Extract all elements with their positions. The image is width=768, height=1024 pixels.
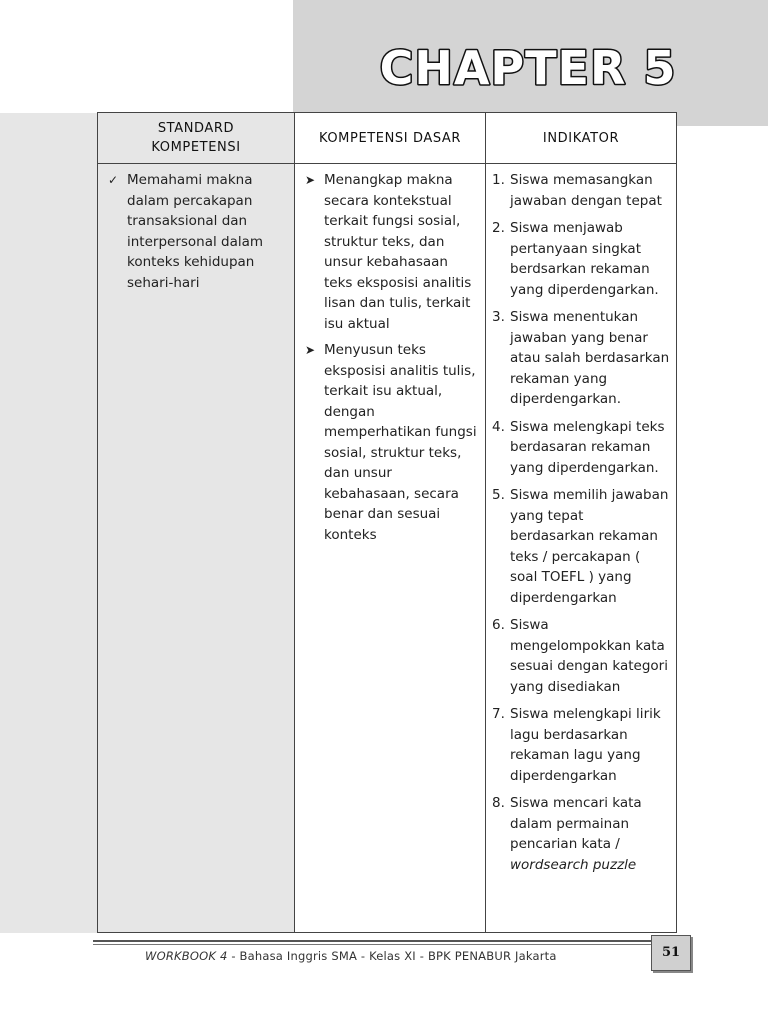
- chapter-title-text: CHAPTER 5: [379, 41, 677, 95]
- arrowhead-bullet-icon: ➤: [305, 173, 316, 187]
- checkmark-icon: ✓: [108, 173, 119, 187]
- indicator-number: 3.: [492, 309, 505, 325]
- indicator-number: 6.: [492, 617, 505, 633]
- indicator-text-italic: wordsearch puzzle: [510, 856, 637, 873]
- footer-rest: - Bahasa Inggris SMA - Kelas XI - BPK PENABUR Jakarta: [227, 949, 557, 963]
- header-indikator: INDIKATOR: [486, 113, 677, 164]
- indicator-item: [492, 615, 670, 697]
- footer-caption: [145, 948, 645, 964]
- indicator-number: 5.: [492, 487, 505, 503]
- indicator-item: [492, 793, 670, 875]
- indicator-text: Siswa mencari kata dalam permainan pencarian kata /: [510, 795, 642, 852]
- indicator-item: [492, 417, 670, 479]
- chapter-title: [378, 38, 678, 98]
- indikator-cell: [486, 164, 677, 933]
- list-item-text: Menangkap makna secara kontekstual terkait fungsi sosial, struktur teks, dan unsur kebahasaan teks eksposisi analitis lisan dan tulis, terkait isu aktual: [324, 172, 472, 332]
- indicator-text: Siswa menjawab pertanyaan singkat berdsarkan rekaman yang diperdengarkan.: [510, 220, 659, 298]
- list-item-text: Menyusun teks eksposisi analitis tulis, terkait isu aktual, dengan memperhatikan fungsi sosial, struktur teks, dan unsur kebahasaan, secara benar dan sesuai konteks: [324, 342, 477, 543]
- standard-kompetensi-cell: [98, 164, 295, 933]
- indicator-text: Siswa menentukan jawaban yang benar atau salah berdasarkan rekaman yang diperdengarkan.: [510, 309, 670, 407]
- footer-workbook: WORKBOOK 4: [145, 949, 228, 963]
- page-number: 51: [651, 935, 691, 971]
- indicator-text: Siswa memasangkan jawaban dengan tepat: [510, 172, 662, 209]
- arrowhead-bullet-icon: ➤: [305, 343, 316, 357]
- indicator-text: Siswa memilih jawaban yang tepat berdasarkan rekaman teks / percakapan ( soal TOEFL ) yang diperdengarkan: [510, 487, 669, 606]
- indicator-number: 7.: [492, 706, 505, 722]
- indicator-number: 1.: [492, 172, 505, 188]
- indicator-text: Siswa melengkapi teks berdasaran rekaman yang diperdengarkan.: [510, 418, 665, 476]
- indicator-number: 8.: [492, 795, 505, 811]
- indicator-text: Siswa mengelompokkan kata sesuai dengan kategori yang disediakan: [510, 617, 668, 695]
- indicator-number: 2.: [492, 220, 505, 236]
- indicator-item: [492, 307, 670, 410]
- indicator-item: [492, 218, 670, 300]
- kompetensi-dasar-cell: [295, 164, 486, 933]
- syllabus-table: [97, 112, 677, 933]
- indicator-item: [492, 170, 670, 211]
- indicator-number: 4.: [492, 418, 505, 435]
- indicator-item: [492, 704, 670, 786]
- list-item-text: Memahami makna dalam percakapan transaksional dan interpersonal dalam konteks kehidupan sehari-hari: [127, 172, 264, 291]
- header-standard-kompetensi-label: STANDARD KOMPETENSI: [151, 121, 241, 155]
- table-row: [98, 164, 677, 933]
- list-item: [303, 340, 477, 545]
- indicator-text: Siswa melengkapi lirik lagu berdasarkan rekaman lagu yang diperdengarkan: [510, 706, 661, 784]
- left-margin-band: [0, 113, 99, 933]
- header-standard-kompetensi: [98, 113, 295, 164]
- footer-divider: [93, 940, 651, 942]
- list-item: [106, 170, 286, 293]
- footer-divider-thin: [93, 944, 651, 945]
- list-item: [303, 170, 477, 334]
- table-header-row: [98, 113, 677, 164]
- header-kompetensi-dasar: KOMPETENSI DASAR: [295, 113, 486, 164]
- indicator-item: [492, 485, 670, 608]
